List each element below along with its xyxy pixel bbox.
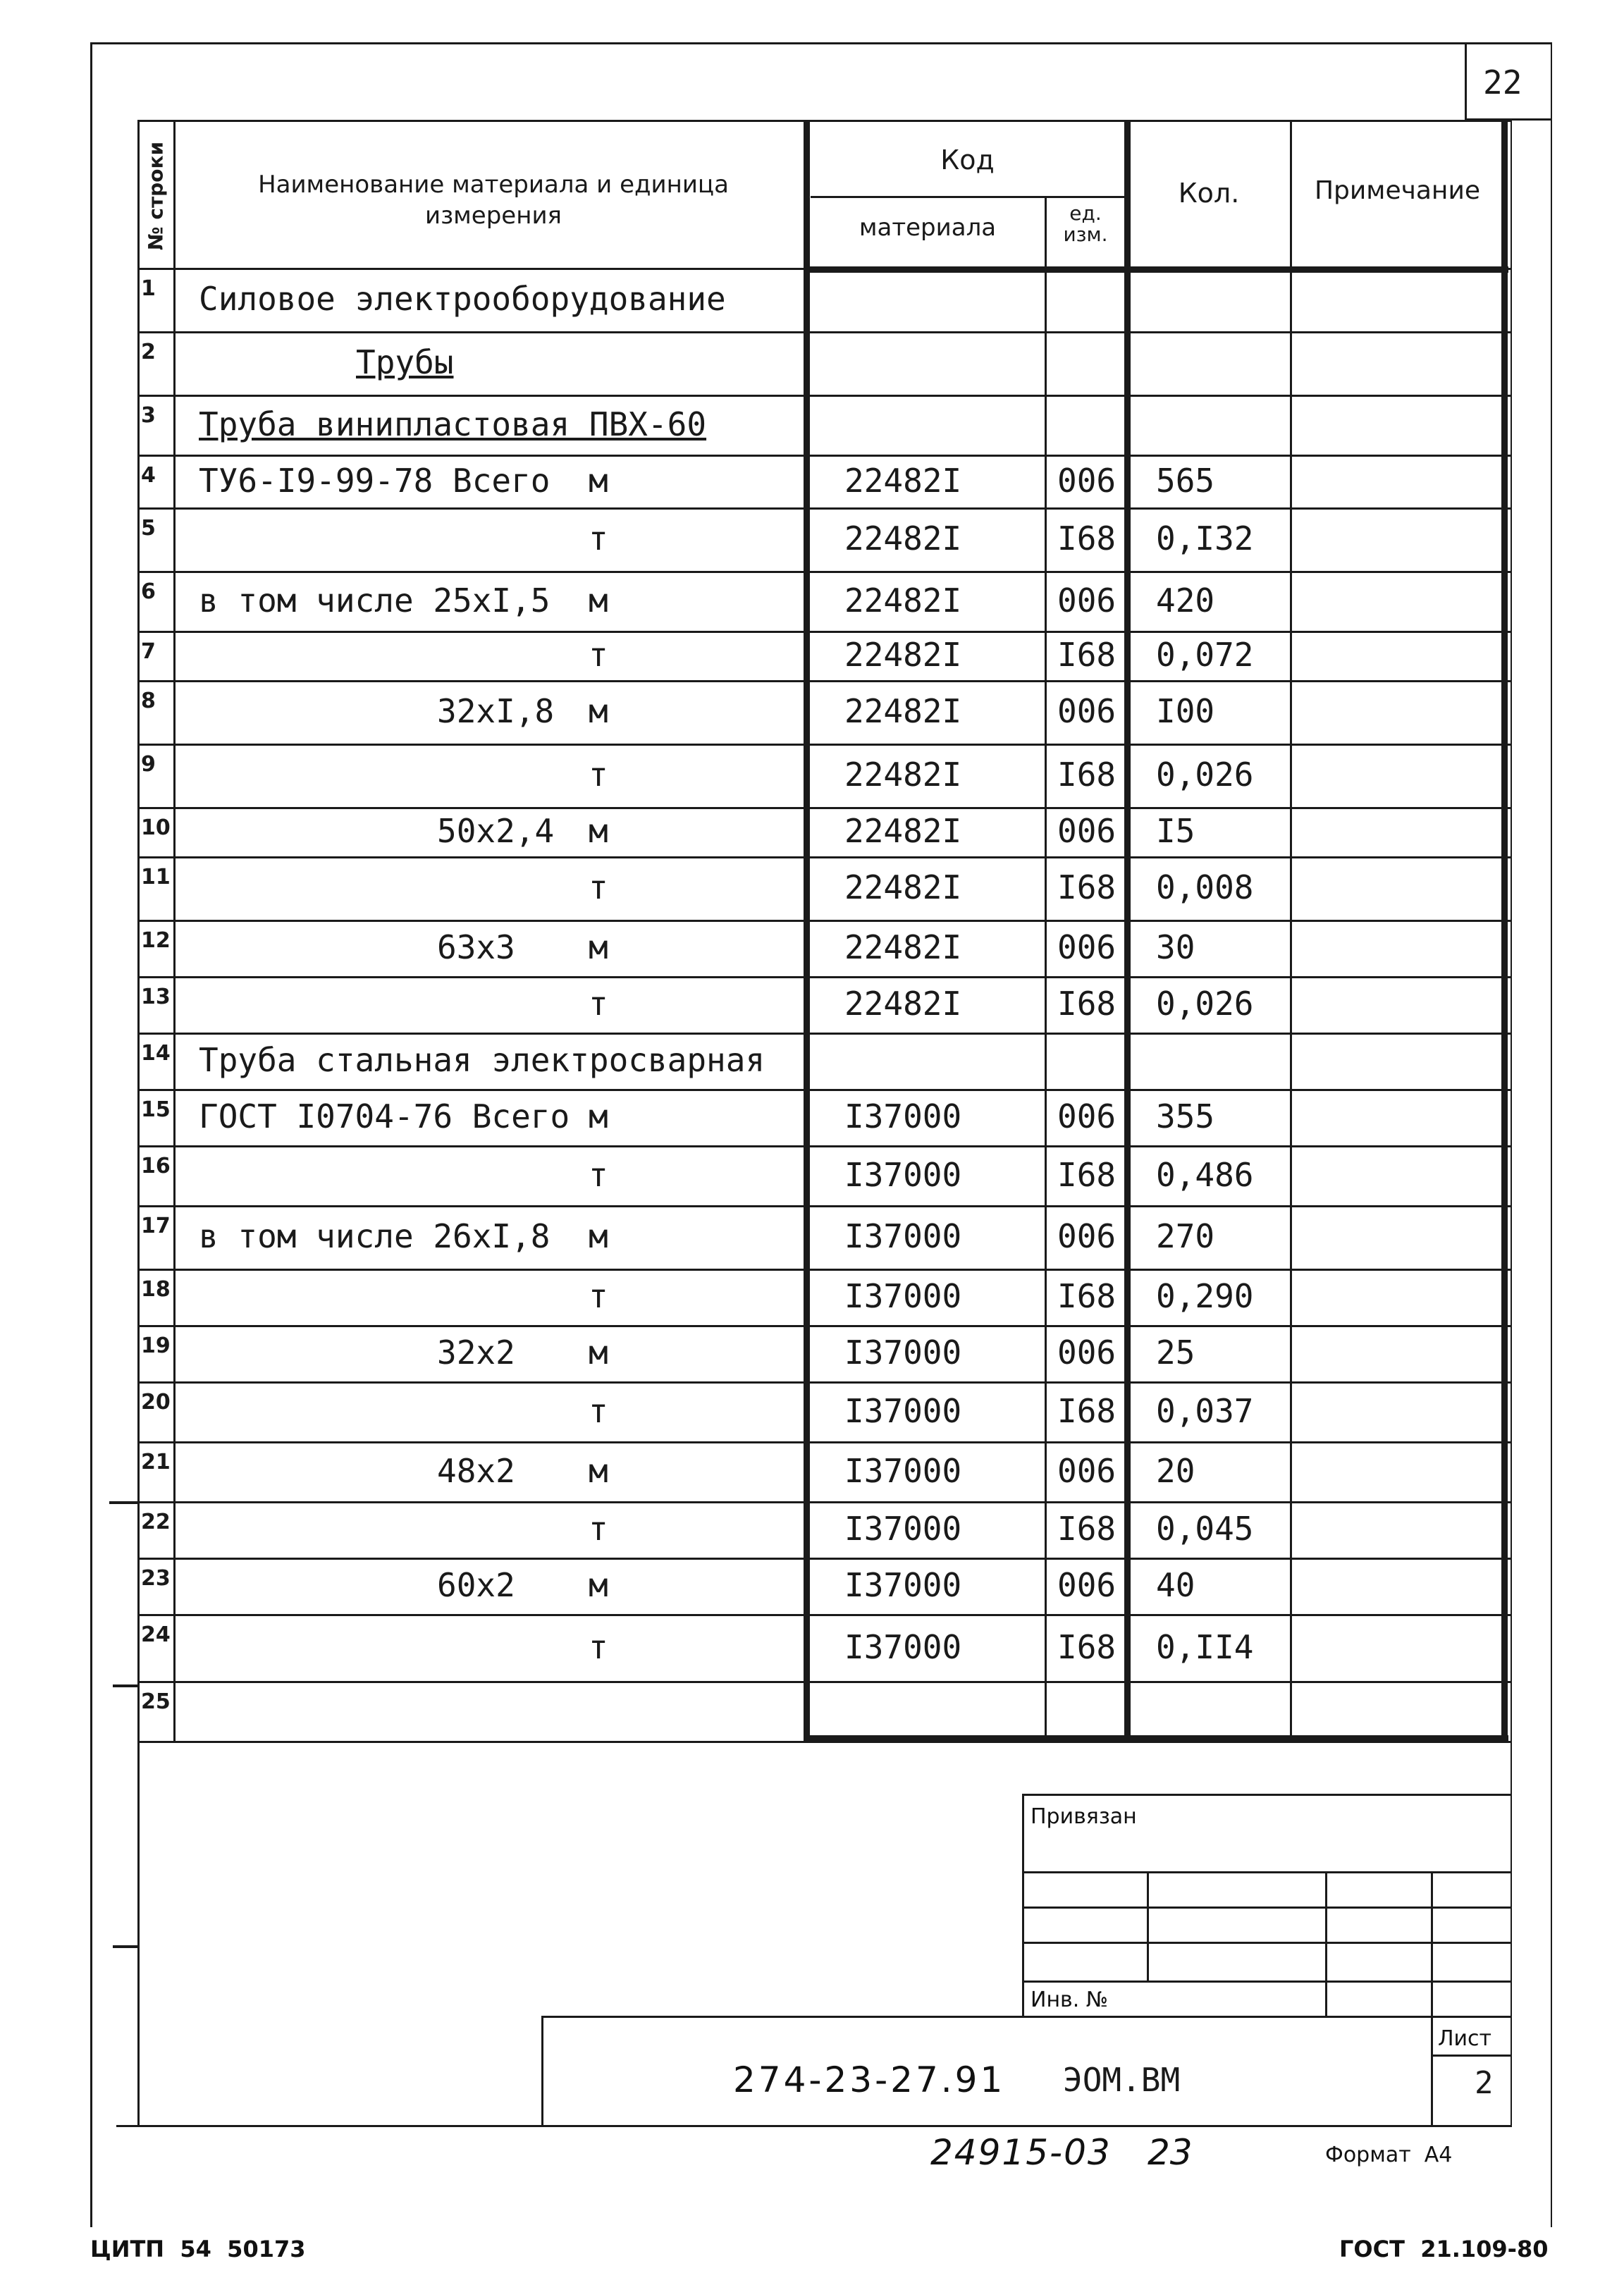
handwritten-page: 23 (1148, 2132, 1193, 2173)
row-quantity: 40 (1156, 1566, 1195, 1604)
row-material-code: 22482I (844, 461, 962, 500)
row-material-code: 22482I (844, 985, 962, 1023)
row-number: 18 (141, 1277, 171, 1302)
row-divider (137, 1441, 1511, 1443)
row-material-code: I37000 (844, 1333, 962, 1372)
row-divider (137, 976, 1511, 978)
row-divider (137, 744, 1511, 746)
row-unit: т (589, 1510, 608, 1548)
row-unit-code: I68 (1057, 636, 1116, 674)
row-divider (137, 631, 1511, 633)
row-unit: м (589, 1451, 608, 1490)
header-row-number: № строки (144, 141, 168, 250)
row-divider (137, 1205, 1511, 1207)
row-number: 14 (141, 1041, 171, 1066)
row-quantity: I5 (1156, 812, 1195, 850)
row-quantity: 25 (1156, 1333, 1195, 1372)
stamp-doc-code: 274-23-27.91 (733, 2059, 1006, 2100)
stamp-list-label: Лист (1438, 2026, 1492, 2051)
row-quantity: 0,I32 (1156, 519, 1254, 558)
row-number: 8 (141, 689, 156, 713)
row-quantity: 0,037 (1156, 1391, 1254, 1430)
row-number: 13 (141, 985, 171, 1009)
row-name: 60х2 (437, 1566, 515, 1604)
row-divider (137, 1501, 1511, 1503)
row-material-code: 22482I (844, 636, 962, 674)
row-number: 23 (141, 1566, 171, 1591)
row-quantity: 0,072 (1156, 636, 1254, 674)
row-unit: т (589, 1391, 608, 1430)
header-code-unit: ед. изм. (1063, 202, 1108, 246)
row-divider (137, 1381, 1511, 1384)
row-name: ТУ6-I9-99-78 Всего (199, 461, 550, 500)
row-quantity: 30 (1156, 928, 1195, 966)
stamp-inv-no: Инв. № (1031, 1988, 1109, 2012)
row-unit-code: 006 (1057, 1451, 1116, 1490)
row-unit: т (589, 519, 608, 558)
row-unit-code: I68 (1057, 519, 1116, 558)
row-material-code: 22482I (844, 756, 962, 794)
row-quantity: 0,II4 (1156, 1627, 1254, 1666)
row-divider (137, 1033, 1511, 1035)
row-unit: м (589, 812, 608, 850)
row-divider (137, 331, 1511, 333)
row-unit-code: I68 (1057, 1627, 1116, 1666)
stamp-list-value: 2 (1475, 2065, 1494, 2101)
row-unit: м (589, 1217, 608, 1255)
row-name: Силовое электрооборудование (199, 280, 726, 318)
row-quantity: 0,008 (1156, 868, 1254, 906)
header-note: Примечание (1314, 176, 1481, 205)
row-divider (137, 807, 1511, 809)
row-name: 32х2 (437, 1333, 515, 1372)
row-number: 22 (141, 1510, 171, 1534)
row-unit-code: I68 (1057, 985, 1116, 1023)
row-unit: м (589, 581, 608, 620)
row-unit-code: 006 (1057, 1097, 1116, 1135)
row-unit: т (589, 1155, 608, 1194)
row-number: 10 (141, 815, 171, 840)
row-unit-code: I68 (1057, 1391, 1116, 1430)
row-material-code: 22482I (844, 692, 962, 730)
row-unit-code: I68 (1057, 1155, 1116, 1194)
row-unit-code: I68 (1057, 756, 1116, 794)
row-unit-code: 006 (1057, 812, 1116, 850)
row-divider (137, 507, 1511, 510)
footer-left: ЦИТП 54 50173 (90, 2236, 306, 2262)
row-material-code: I37000 (844, 1566, 962, 1604)
row-material-code: I37000 (844, 1217, 962, 1255)
row-unit: м (589, 928, 608, 966)
row-name: 32хI,8 (437, 692, 555, 730)
row-quantity: 420 (1156, 581, 1215, 620)
row-unit-code: 006 (1057, 1566, 1116, 1604)
row-quantity: I00 (1156, 692, 1215, 730)
format-label: Формат А4 (1325, 2143, 1453, 2167)
row-name: в том числе 26хI,8 (199, 1217, 550, 1255)
row-divider (137, 680, 1511, 682)
row-name: 63х3 (437, 928, 515, 966)
handwritten-number: 24915-03 (930, 2132, 1112, 2173)
row-divider (137, 920, 1511, 922)
row-number: 24 (141, 1622, 171, 1647)
page-number: 22 (1483, 63, 1522, 101)
row-quantity: 0,026 (1156, 985, 1254, 1023)
row-material-code: 22482I (844, 519, 962, 558)
row-divider (137, 571, 1511, 573)
row-unit: м (589, 1566, 608, 1604)
header-name: Наименование материала и единица измерения (258, 171, 729, 230)
row-divider (137, 1681, 1511, 1683)
footer-right: ГОСТ 21.109-80 (1339, 2236, 1549, 2262)
row-number: 6 (141, 579, 156, 604)
row-quantity: 0,026 (1156, 756, 1254, 794)
row-unit: м (589, 692, 608, 730)
row-number: 12 (141, 928, 171, 953)
header-code-material: материала (859, 214, 997, 242)
row-unit-code: I68 (1057, 1277, 1116, 1315)
row-number: 1 (141, 276, 156, 301)
row-unit: т (589, 985, 608, 1023)
row-unit-code: I68 (1057, 1510, 1116, 1548)
row-number: 9 (141, 752, 156, 777)
row-unit-code: 006 (1057, 581, 1116, 620)
row-name: Труба стальная электросварная (199, 1041, 765, 1079)
row-number: 19 (141, 1333, 171, 1358)
row-quantity: 20 (1156, 1451, 1195, 1490)
row-number: 11 (141, 865, 171, 889)
row-unit: м (589, 461, 608, 500)
row-number: 2 (141, 340, 156, 364)
row-unit-code: I68 (1057, 868, 1116, 906)
row-divider (137, 1145, 1511, 1147)
row-number: 21 (141, 1450, 171, 1474)
row-unit-code: 006 (1057, 461, 1116, 500)
row-quantity: 355 (1156, 1097, 1215, 1135)
row-unit-code: 006 (1057, 928, 1116, 966)
row-number: 16 (141, 1154, 171, 1178)
row-material-code: I37000 (844, 1155, 962, 1194)
row-number: 7 (141, 639, 156, 664)
row-name: 50х2,4 (437, 812, 555, 850)
row-name: Труба винипластовая ПВХ-60 (199, 405, 707, 443)
row-unit: т (589, 636, 608, 674)
stamp-doc-mark: ЭОМ.ВМ (1063, 2061, 1181, 2099)
row-name: Трубы (356, 343, 454, 381)
row-material-code: 22482I (844, 928, 962, 966)
row-divider (137, 1614, 1511, 1616)
row-quantity: 0,486 (1156, 1155, 1254, 1194)
row-number: 3 (141, 403, 156, 428)
header-code: Код (940, 144, 995, 175)
row-unit: т (589, 756, 608, 794)
row-unit-code: 006 (1057, 1217, 1116, 1255)
row-number: 17 (141, 1214, 171, 1238)
row-number: 4 (141, 463, 156, 488)
row-material-code: I37000 (844, 1097, 962, 1135)
row-name: 48х2 (437, 1451, 515, 1490)
row-unit: т (589, 1627, 608, 1666)
row-unit-code: 006 (1057, 1333, 1116, 1372)
row-unit: м (589, 1333, 608, 1372)
row-divider (137, 856, 1511, 858)
row-number: 25 (141, 1689, 171, 1714)
row-divider (137, 1558, 1511, 1560)
header-quantity: Кол. (1178, 178, 1240, 209)
row-material-code: I37000 (844, 1627, 962, 1666)
row-name: в том числе 25хI,5 (199, 581, 550, 620)
stamp-privyazan: Привязан (1031, 1804, 1137, 1829)
row-name: ГОСТ I0704-76 Всего (199, 1097, 570, 1135)
row-quantity: 0,290 (1156, 1277, 1254, 1315)
row-divider (137, 1269, 1511, 1271)
row-divider (137, 1325, 1511, 1327)
row-material-code: I37000 (844, 1277, 962, 1315)
row-divider (137, 455, 1511, 457)
row-unit: т (589, 1277, 608, 1315)
row-material-code: 22482I (844, 812, 962, 850)
row-material-code: I37000 (844, 1451, 962, 1490)
row-unit: м (589, 1097, 608, 1135)
row-number: 20 (141, 1390, 171, 1415)
row-number: 5 (141, 516, 156, 541)
row-number: 15 (141, 1097, 171, 1122)
row-unit: т (589, 868, 608, 906)
row-material-code: I37000 (844, 1391, 962, 1430)
row-material-code: I37000 (844, 1510, 962, 1548)
row-quantity: 565 (1156, 461, 1215, 500)
row-quantity: 270 (1156, 1217, 1215, 1255)
row-material-code: 22482I (844, 868, 962, 906)
row-quantity: 0,045 (1156, 1510, 1254, 1548)
row-divider (137, 1089, 1511, 1091)
row-material-code: 22482I (844, 581, 962, 620)
row-divider (137, 395, 1511, 397)
row-unit-code: 006 (1057, 692, 1116, 730)
